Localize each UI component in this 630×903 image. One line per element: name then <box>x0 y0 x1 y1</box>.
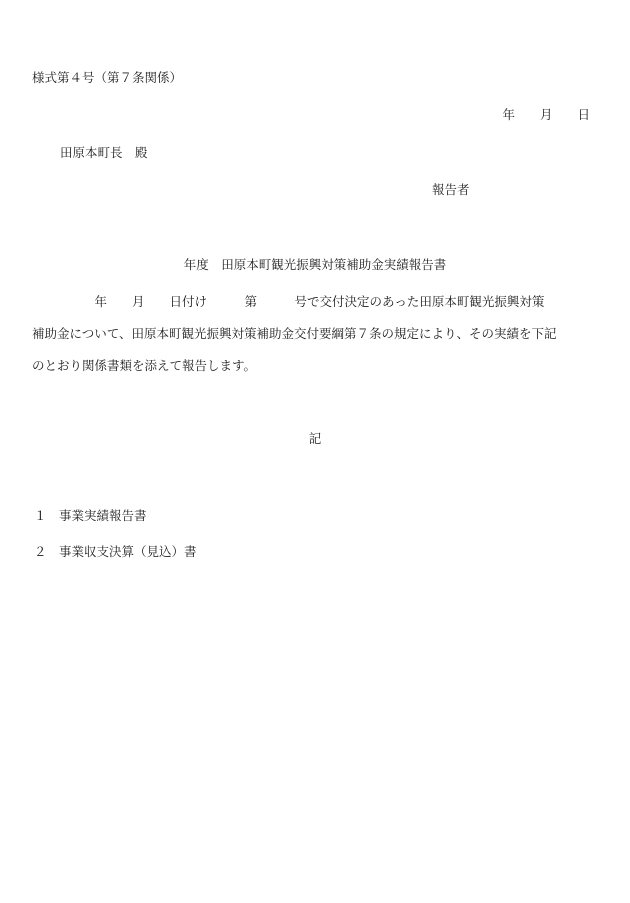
addressee: 田原本町長 殿 <box>60 145 148 160</box>
body-text-line: 補助金について、田原本町観光振興対策補助金交付要綱第７条の規定により、その実績を下記 <box>32 326 557 341</box>
reporter-label: 報告者 <box>432 182 470 197</box>
form-number: 様式第４号（第７条関係） <box>32 70 183 85</box>
document-title: 年度 田原本町観光振興対策補助金実績報告書 <box>183 257 447 272</box>
date-line: 年 月 日 <box>502 107 590 122</box>
list-item-attachment: ２ 事業収支決算（見込）書 <box>34 544 197 559</box>
body-text-line: のとおり関係書類を添えて報告します。 <box>32 358 257 373</box>
list-item-attachment: １ 事業実績報告書 <box>34 508 147 523</box>
ki-heading: 記 <box>308 431 322 446</box>
body-text-line: 年 月 日付け 第 号で交付決定のあった田原本町観光振興対策 <box>32 294 545 309</box>
